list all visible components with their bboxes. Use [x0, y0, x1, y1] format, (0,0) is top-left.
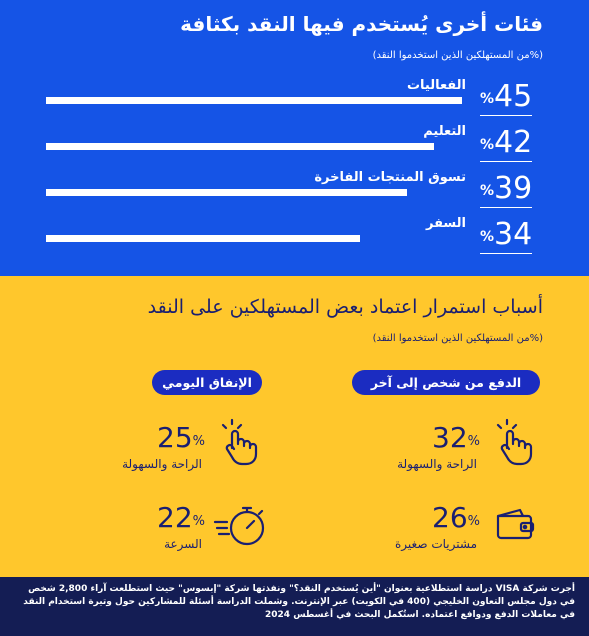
chart-subtitle: (%من المستهلكين الذين استخدموا النقد): [372, 50, 543, 61]
reasons-title: أسباب استمرار اعتماد بعض المستهلكين على النقد: [147, 296, 543, 318]
stat-caption: مشتريات صغيرة: [395, 537, 477, 551]
bar-row: [0, 75, 589, 121]
hand-tap-icon: [495, 418, 535, 466]
value-underline: [480, 115, 532, 116]
wallet-icon: [494, 508, 538, 540]
top-section: [0, 0, 589, 276]
daily-pill: الإنفاق اليومي: [152, 370, 262, 395]
bar: [46, 189, 407, 196]
bar-label: تسوق المنتجات الفاخرة: [314, 170, 466, 185]
bar: [46, 143, 434, 150]
bar-value-label: %42: [480, 125, 533, 160]
reasons-subtitle: (%من المستهلكين الذين استخدموا النقد): [372, 333, 543, 344]
p2p-pill: الدفع من شخص إلى آخر: [352, 370, 540, 395]
stat-value: 26%: [432, 501, 480, 534]
stat-caption: الراحة والسهولة: [122, 457, 202, 471]
bar: [46, 235, 360, 242]
bar-label: السفر: [425, 216, 466, 231]
bar-row: [0, 121, 589, 167]
stat-caption: الراحة والسهولة: [397, 457, 477, 471]
bar-value-label: %39: [480, 171, 533, 206]
value-underline: [480, 161, 532, 162]
stat-value: 25%: [157, 421, 205, 454]
stat-caption: السرعة: [164, 537, 202, 551]
stat-value: 32%: [432, 421, 480, 454]
bar-label: التعليم: [423, 124, 466, 139]
footnote: أجرت شركة VISA دراسة استطلاعية بعنوان "أين يُستخدم النقد؟" ونفذتها شركة "إبسوس" حيث استطلعت آراء 2,800 شخص في دول مجلس التعاون الخليجي (400 في الكويت) عبر الإنترنت. وشملت الدراسة أسئلة للمشاركين حول وتيرة استخدام النقد في معاملات الدفع ودوافع اعتماده. استُكمل البحث في أغسطس 2024: [23, 584, 575, 620]
value-underline: [480, 253, 532, 254]
reasons-section: [0, 276, 589, 577]
bar-row: [0, 167, 589, 213]
bar: [46, 97, 462, 104]
footer: [0, 577, 589, 636]
stat-value: 22%: [157, 501, 205, 534]
stopwatch-icon: [213, 502, 269, 548]
bar-value-label: %45: [480, 79, 533, 114]
value-underline: [480, 207, 532, 208]
hand-tap-icon: [220, 418, 260, 466]
bar-value-label: %34: [480, 217, 533, 252]
chart-title: فئات أخرى يُستخدم فيها النقد بكثافة: [180, 12, 543, 36]
bar-row: [0, 213, 589, 259]
bar-label: الفعاليات: [406, 78, 466, 93]
